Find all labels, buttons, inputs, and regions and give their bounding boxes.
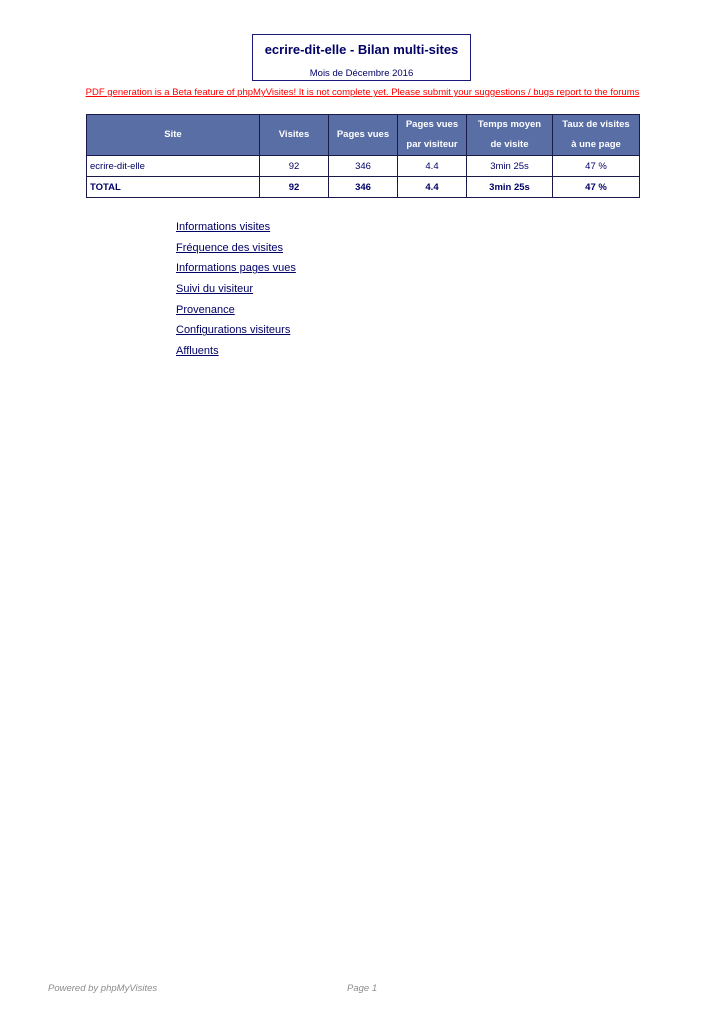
cell-taux: 47 %: [553, 156, 640, 177]
table-header-row: [87, 115, 640, 156]
cell-total-pages-par-visiteur: 4.4: [398, 177, 467, 198]
section-links: [176, 219, 296, 364]
column-header-pages-vues: Pages vues: [329, 115, 398, 156]
footer-powered-by: Powered by phpMyVisites: [48, 983, 158, 994]
column-header-temps-moyen: Temps moyen de visite: [467, 115, 553, 156]
report-title: ecrire-dit-elle - Bilan multi-sites: [264, 42, 459, 57]
table-row: [87, 156, 640, 177]
beta-notice: PDF generation is a Beta feature of phpMyVisites! It is not complete yet. Please submit your suggestions / bugs report to the forums: [85, 87, 640, 98]
column-header-visites: Visites: [260, 115, 329, 156]
link-informations-visites[interactable]: Informations visites: [176, 221, 271, 233]
report-title-box: [252, 34, 471, 81]
report-period: Mois de Décembre 2016: [309, 68, 414, 79]
link-frequence-visites[interactable]: Fréquence des visites: [176, 241, 283, 254]
cell-site: ecrire-dit-elle: [87, 156, 260, 177]
column-header-taux-une-page: Taux de visites à une page: [553, 115, 640, 156]
table-total-row: [87, 177, 640, 198]
cell-total-taux: 47 %: [553, 177, 640, 198]
link-informations-pages-vues[interactable]: Informations pages vues: [176, 262, 296, 275]
multi-site-stats-table: [86, 114, 640, 198]
column-header-pages-par-visiteur: Pages vues par visiteur: [398, 115, 467, 156]
cell-temps-moyen: 3min 25s: [467, 156, 553, 177]
cell-pages-par-visiteur: 4.4: [398, 156, 467, 177]
footer-page-number: Page 1: [347, 983, 378, 994]
link-affluents[interactable]: Affluents: [176, 345, 219, 358]
link-configurations-visiteurs[interactable]: Configurations visiteurs: [176, 324, 291, 337]
link-suivi-visiteur[interactable]: Suivi du visiteur: [176, 283, 254, 296]
cell-total-temps-moyen: 3min 25s: [467, 177, 553, 198]
cell-total-pages-vues: 346: [329, 177, 398, 198]
cell-total-visites: 92: [260, 177, 329, 198]
cell-visites: 92: [260, 156, 329, 177]
cell-total-label: TOTAL: [87, 177, 260, 198]
column-header-site: Site: [87, 115, 260, 156]
cell-pages-vues: 346: [329, 156, 398, 177]
link-provenance[interactable]: Provenance: [176, 303, 235, 316]
